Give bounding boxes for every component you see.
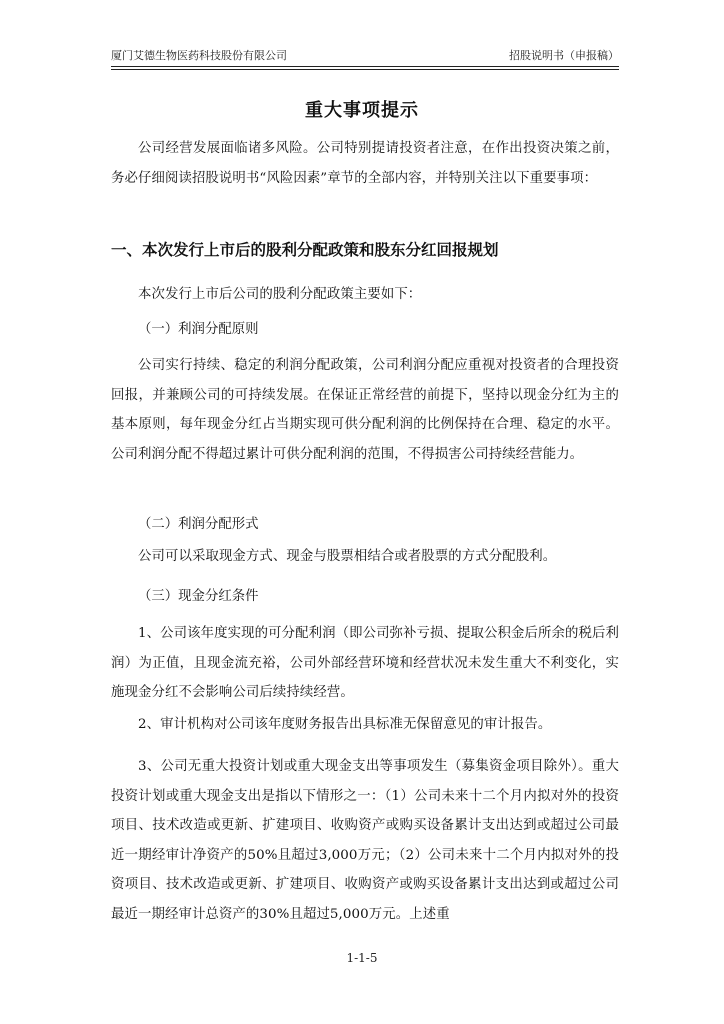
page-number: 1-1-5 bbox=[346, 951, 378, 965]
distribution-form-paragraph: 公司可以采取现金方式、现金与股票相结合或者股票的方式分配股利。 bbox=[138, 549, 557, 564]
condition-2-paragraph: 2、审计机构对公司该年度财务报告出具标准无保留意见的审计报告。 bbox=[138, 717, 552, 732]
subheading-cash-dividend-conditions: （三）现金分红条件 bbox=[138, 589, 259, 604]
section-lead-paragraph: 本次发行上市后公司的股利分配政策主要如下： bbox=[138, 287, 422, 302]
principle-paragraph: 公司实行持续、稳定的利润分配政策，公司利润分配应重视对投资者的合理投资回报，并兼顾公司的可持续发展。在保证正常经营的前提下，坚持以现金分红为主的基本原则，每年现金分红占当期实现可供分配利润的比例保持在合理、稳定的水平。公司利润分配不得超过累计可供分配利润的范围，不得损害公司持续经营能力。 bbox=[111, 358, 619, 462]
condition-1-paragraph: 1、公司该年度实现的可分配利润（即公司弥补亏损、提取公积金后所余的税后利润）为正值，且现金流充裕，公司外部经营环境和经营状况未发生重大不利变化，实施现金分红不会影响公司后续持续经营。 bbox=[111, 626, 619, 700]
subheading-profit-distribution-principle: （一）利润分配原则 bbox=[138, 322, 259, 337]
page-title: 重大事项提示 bbox=[305, 100, 419, 121]
intro-paragraph: 公司经营发展面临诸多风险。公司特别提请投资者注意，在作出投资决策之前，务必仔细阅读招股说明书“风险因素”章节的全部内容，并特别关注以下重要事项： bbox=[111, 141, 619, 186]
condition-3-paragraph: 3、公司无重大投资计划或重大现金支出等事项发生（募集资金项目除外）。重大投资计划或重大现金支出是指以下情形之一：（1）公司未来十二个月内拟对外的投资项目、技术改造或更新、扩建项目、收购资产或购买设备累计支出达到或超过公司最近一期经审计净资产的50%且超过3,000万元；（2）公司未来十二个月内拟对外的投资项目、技术改造或更新、扩建项目、收购资产或购买设备累计支出达到或超过公司最近一期经审计总资产的30%且超过5,000万元。上述重 bbox=[111, 759, 619, 922]
section-heading-dividend-policy: 一、本次发行上市后的股利分配政策和股东分红回报规划 bbox=[111, 241, 499, 259]
header-company-name: 厦门艾德生物医药科技股份有限公司 bbox=[111, 49, 287, 62]
header-document-type: 招股说明书（申报稿） bbox=[509, 49, 619, 62]
subheading-profit-distribution-form: （二）利润分配形式 bbox=[138, 517, 259, 532]
page-header bbox=[111, 47, 619, 67]
